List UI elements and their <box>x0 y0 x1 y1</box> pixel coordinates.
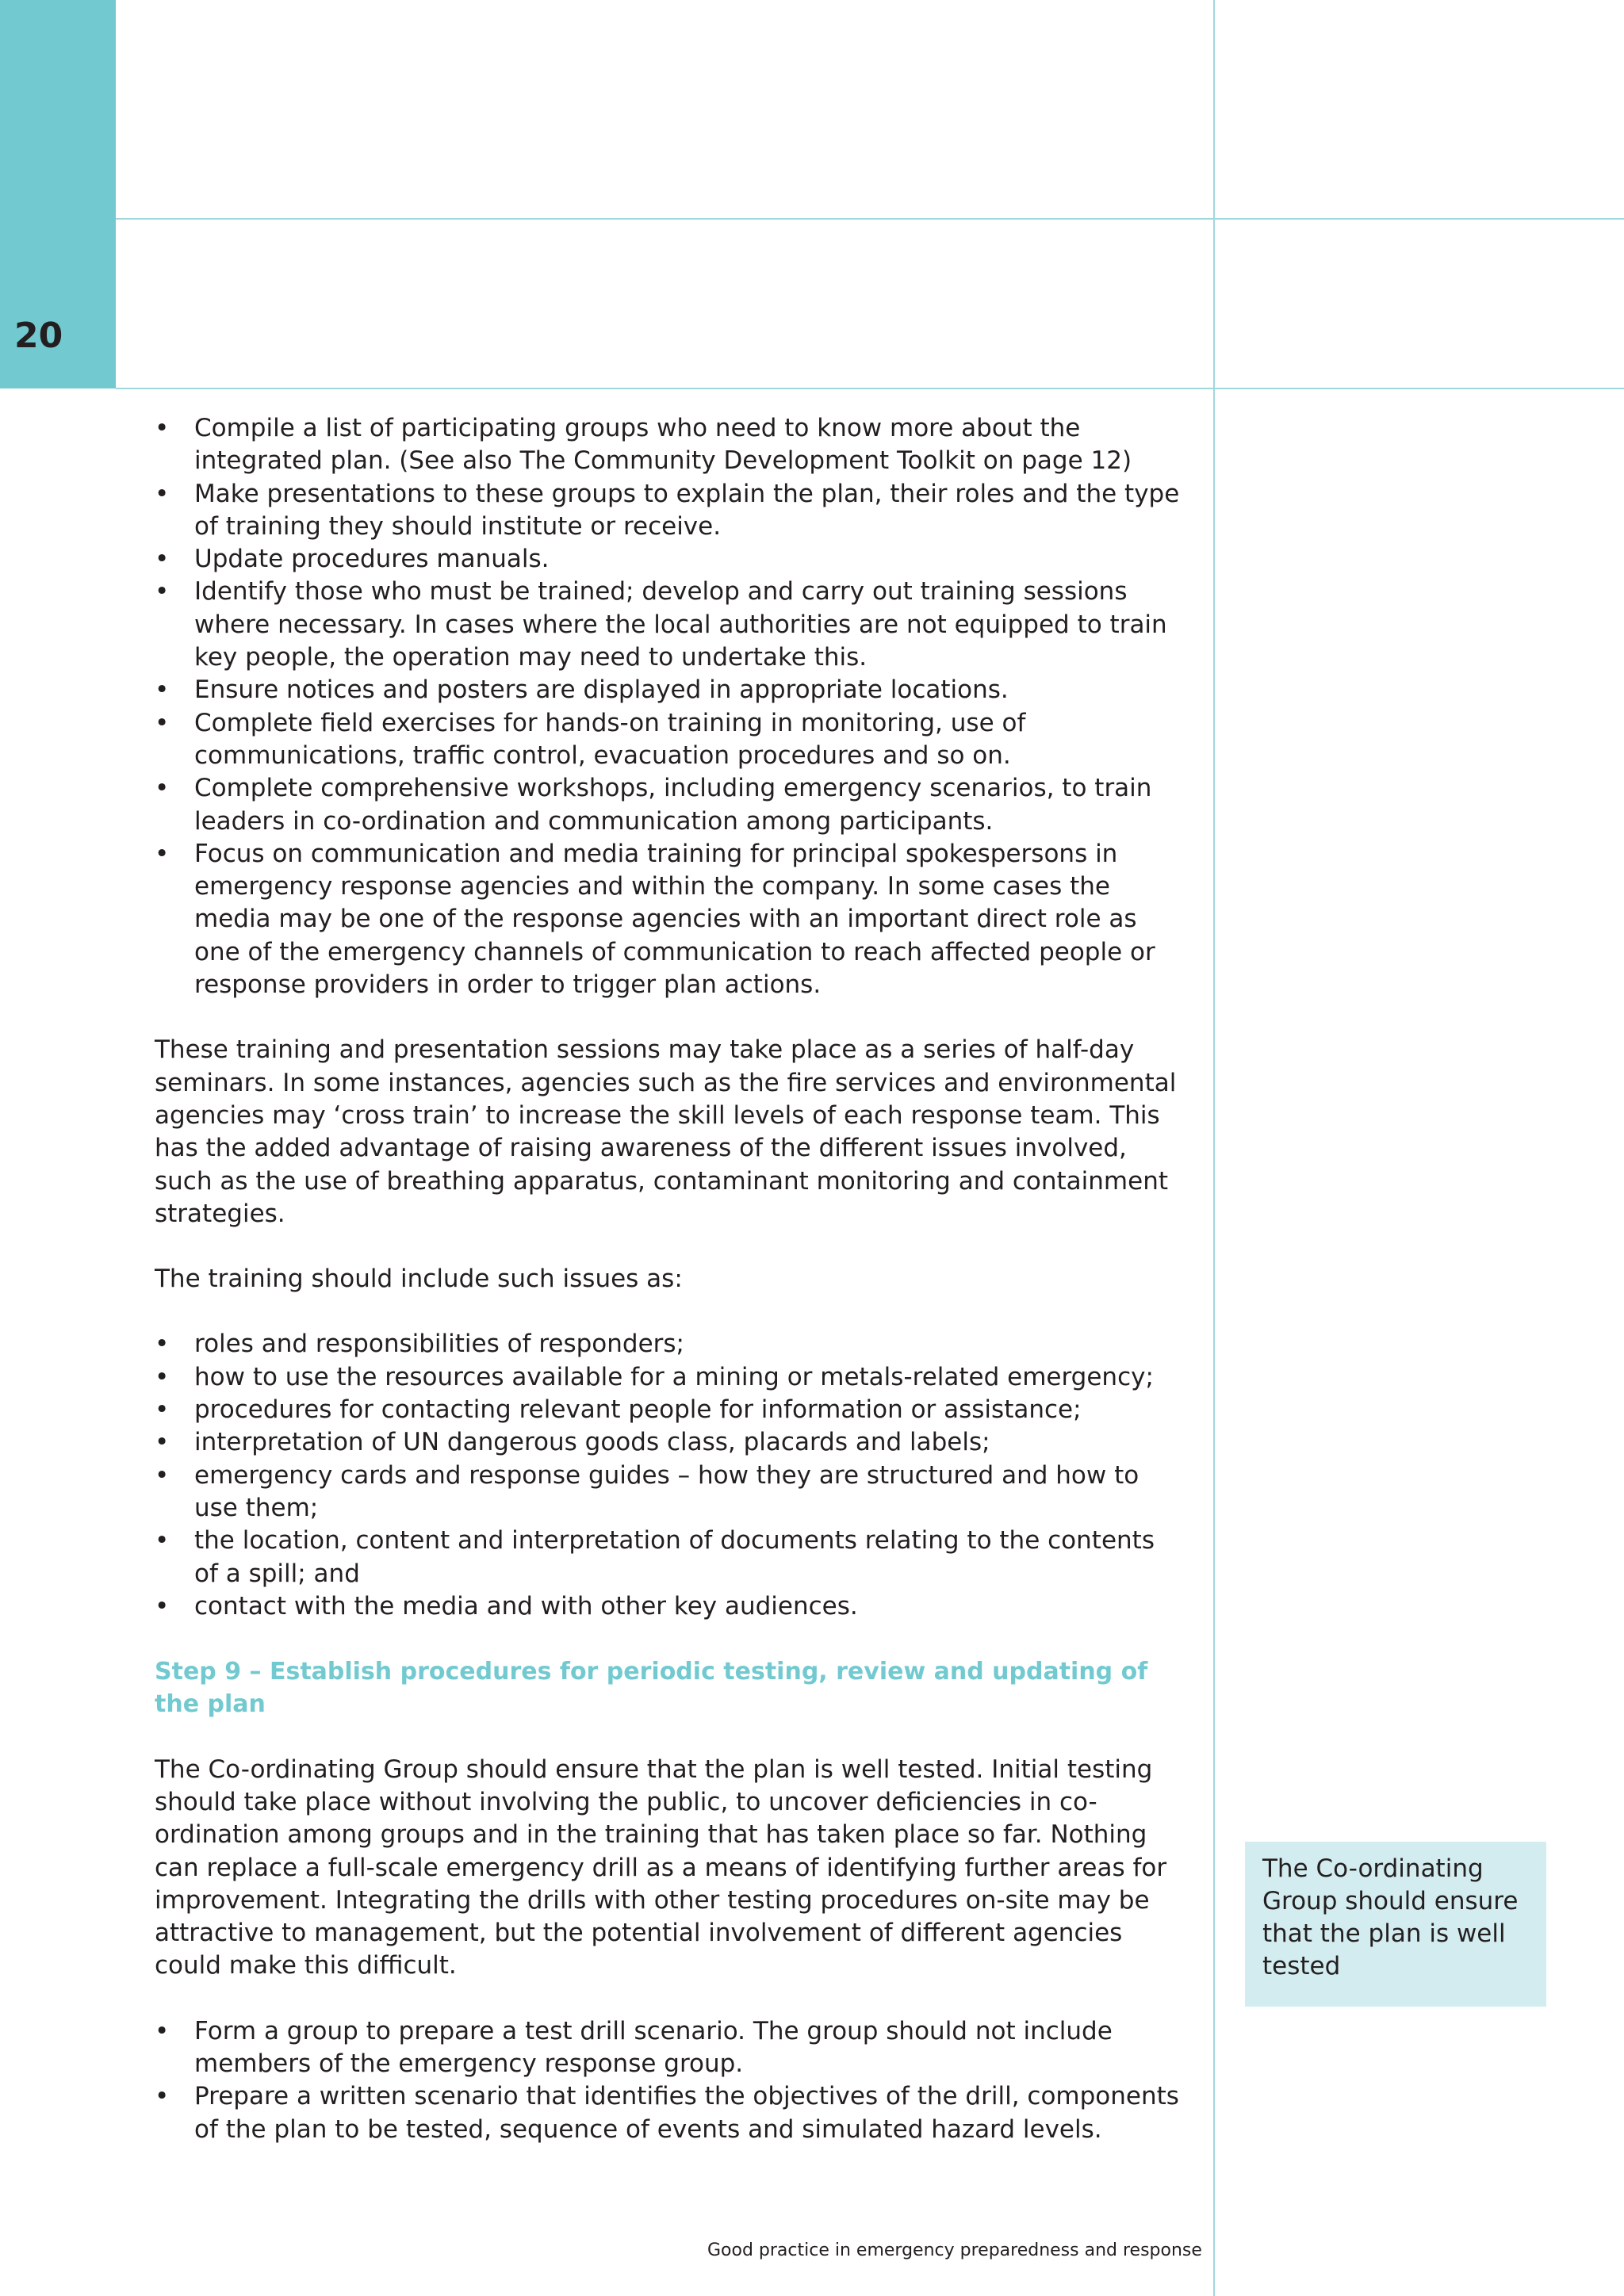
list-item: • roles and responsibilities of responders; <box>155 1328 1185 1360</box>
list-item: • how to use the resources available for a mining or metals-related emergency; <box>155 1361 1185 1394</box>
drill-steps-list <box>155 2015 1185 2146</box>
list-item: • Update procedures manuals. <box>155 543 1185 576</box>
main-content <box>155 412 1185 2146</box>
list-item: • contact with the media and with other key audiences. <box>155 1590 1185 1623</box>
header-rule-bottom <box>116 388 1624 389</box>
list-item: • Complete comprehensive workshops, including emergency scenarios, to train leaders in co-ordination and communication among participants. <box>155 772 1185 838</box>
training-sessions-paragraph: These training and presentation sessions may take place as a series of half-day seminars. In some instances, agencies such as the fire services and environmental agencies may ‘cross train’ to increase the skill levels of each response team. This has the added advantage of raising awareness of the different issues involved, such as the use of breathing apparatus, contaminant monitoring and containment strategies. <box>155 1035 1177 1228</box>
training-issues-list <box>155 1328 1185 1623</box>
training-steps-list <box>155 412 1185 1001</box>
list-item: • emergency cards and response guides – how they are structured and how to use them; <box>155 1460 1185 1525</box>
list-item: • Compile a list of participating groups who need to know more about the integrated plan. (See also The Community Development Toolkit on page 12) <box>155 412 1185 478</box>
list-item: • the location, content and interpretation of documents relating to the contents of a spill; and <box>155 1525 1185 1590</box>
page-footer: Good practice in emergency preparedness and response <box>707 2241 1202 2260</box>
list-item: • interpretation of UN dangerous goods class, placards and labels; <box>155 1426 1185 1459</box>
step-heading: Step 9 – Establish procedures for periodic testing, review and updating of the plan <box>155 1658 1148 1719</box>
testing-paragraph: The Co-ordinating Group should ensure that the plan is well tested. Initial testing should take place without involving the public, to uncover deficiencies in co-ordination among groups and in the training that has taken place so far. Nothing can replace a full-scale emergency drill as a means of identifying further areas for improvement. Integrating the drills with other testing procedures on-site may be attractive to management, but the potential involvement of different agencies could make this difficult. <box>155 1755 1167 1980</box>
list-item: • Prepare a written scenario that identifies the objectives of the drill, components of the plan to be tested, sequence of events and simulated hazard levels. <box>155 2080 1185 2146</box>
page-number: 20 <box>14 316 63 356</box>
header-rule-top <box>116 218 1624 220</box>
list-item: • Form a group to prepare a test drill scenario. The group should not include members of the emergency response group. <box>155 2015 1185 2081</box>
list-item: • Focus on communication and media training for principal spokespersons in emergency response agencies and within the company. In some cases the media may be one of the response agencies with an important direct role as one of the emergency channels of communication to reach affected people or response providers in order to trigger plan actions. <box>155 838 1185 1001</box>
list-item: • Complete field exercises for hands-on training in monitoring, use of communications, traffic control, evacuation procedures and so on. <box>155 707 1185 773</box>
training-issues-intro: The training should include such issues as: <box>155 1265 683 1294</box>
list-item: • Ensure notices and posters are displayed in appropriate locations. <box>155 674 1185 706</box>
sidebar-pull-quote: The Co-ordinating Group should ensure that the plan is well tested <box>1245 1842 1546 2007</box>
list-item: • Make presentations to these groups to explain the plan, their roles and the type of training they should institute or receive. <box>155 478 1185 544</box>
list-item: • Identify those who must be trained; develop and carry out training sessions where necessary. In cases where the local authorities are not equipped to train key people, the operation may need to undertake this. <box>155 576 1185 674</box>
list-item: • procedures for contacting relevant people for information or assistance; <box>155 1394 1185 1426</box>
margin-rule <box>1213 0 1215 2296</box>
